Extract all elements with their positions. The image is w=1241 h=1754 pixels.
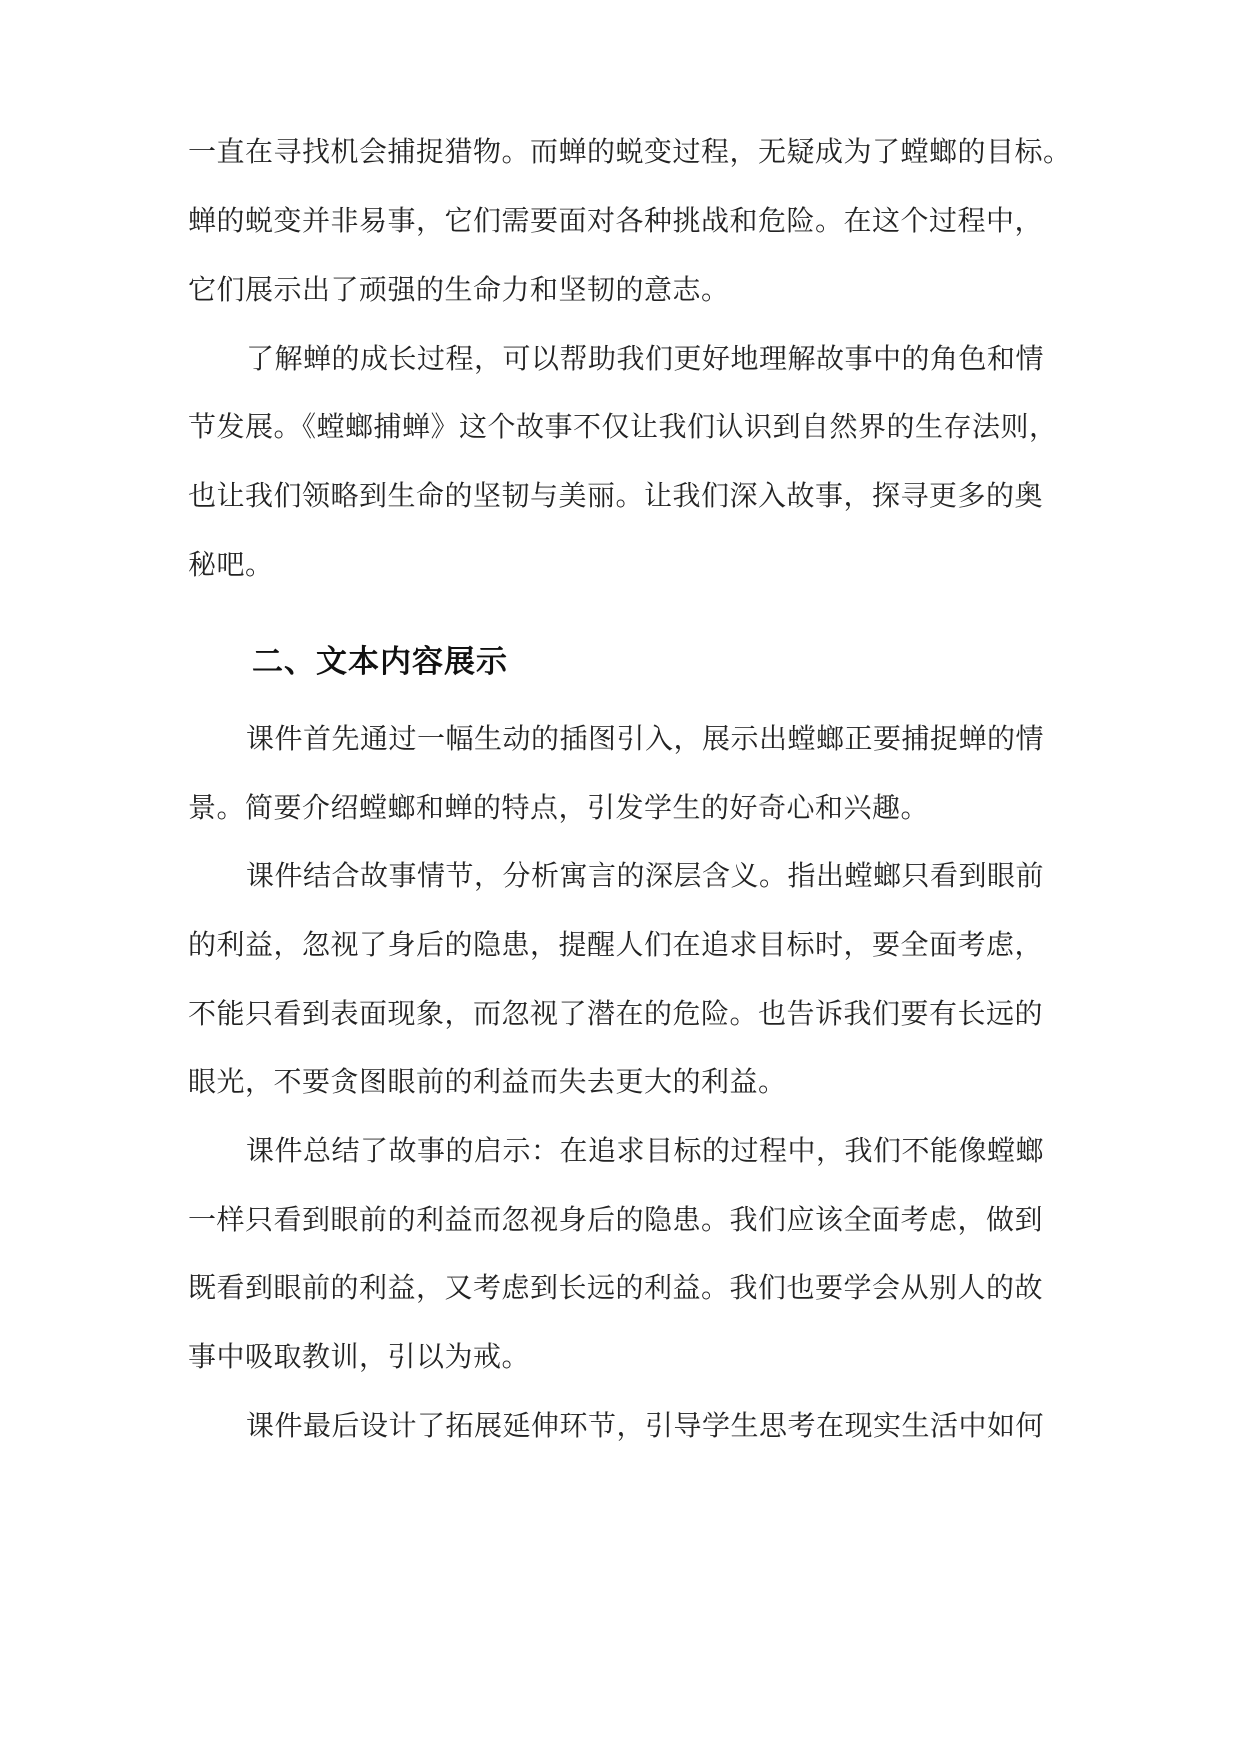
paragraph-2-line-4: 秘吧。 xyxy=(188,548,274,581)
paragraph-4-line-4: 眼光，不要贪图眼前的利益而失去更大的利益。 xyxy=(188,1065,787,1098)
paragraph-4-line-3: 不能只看到表面现象，而忽视了潜在的危险。也告诉我们要有长远的 xyxy=(188,997,1044,1030)
paragraph-5-line-1: 课件总结了故事的启示：在追求目标的过程中，我们不能像螳螂 xyxy=(246,1134,1045,1167)
paragraph-5-line-2: 一样只看到眼前的利益而忽视身后的隐患。我们应该全面考虑，做到 xyxy=(188,1203,1044,1236)
paragraph-2-line-1: 了解蝉的成长过程，可以帮助我们更好地理解故事中的角色和情 xyxy=(246,342,1045,375)
paragraph-4-line-1: 课件结合故事情节，分析寓言的深层含义。指出螳螂只看到眼前 xyxy=(246,859,1045,892)
paragraph-6-line-1: 课件最后设计了拓展延伸环节，引导学生思考在现实生活中如何 xyxy=(246,1409,1045,1442)
paragraph-2-line-3: 也让我们领略到生命的坚韧与美丽。让我们深入故事，探寻更多的奥 xyxy=(188,479,1044,512)
paragraph-1-line-2: 蝉的蜕变并非易事，它们需要面对各种挑战和危险。在这个过程中， xyxy=(188,204,1044,237)
paragraph-3-line-2: 景。简要介绍螳螂和蝉的特点，引发学生的好奇心和兴趣。 xyxy=(188,791,930,824)
paragraph-2-line-2: 节发展。《螳螂捕蝉》这个故事不仅让我们认识到自然界的生存法则， xyxy=(188,410,1058,443)
paragraph-5-line-4: 事中吸取教训，引以为戒。 xyxy=(188,1340,531,1373)
paragraph-3-line-1: 课件首先通过一幅生动的插图引入，展示出螳螂正要捕捉蝉的情 xyxy=(246,722,1045,755)
paragraph-5-line-3: 既看到眼前的利益，又考虑到长远的利益。我们也要学会从别人的故 xyxy=(188,1271,1044,1304)
section-heading: 二、文本内容展示 xyxy=(252,644,508,680)
paragraph-1-line-3: 它们展示出了顽强的生命力和坚韧的意志。 xyxy=(188,273,730,306)
paragraph-4-line-2: 的利益，忽视了身后的隐患，提醒人们在追求目标时，要全面考虑， xyxy=(188,928,1044,961)
paragraph-1-line-1: 一直在寻找机会捕捉猎物。而蝉的蜕变过程，无疑成为了螳螂的目标。 xyxy=(188,135,1072,168)
